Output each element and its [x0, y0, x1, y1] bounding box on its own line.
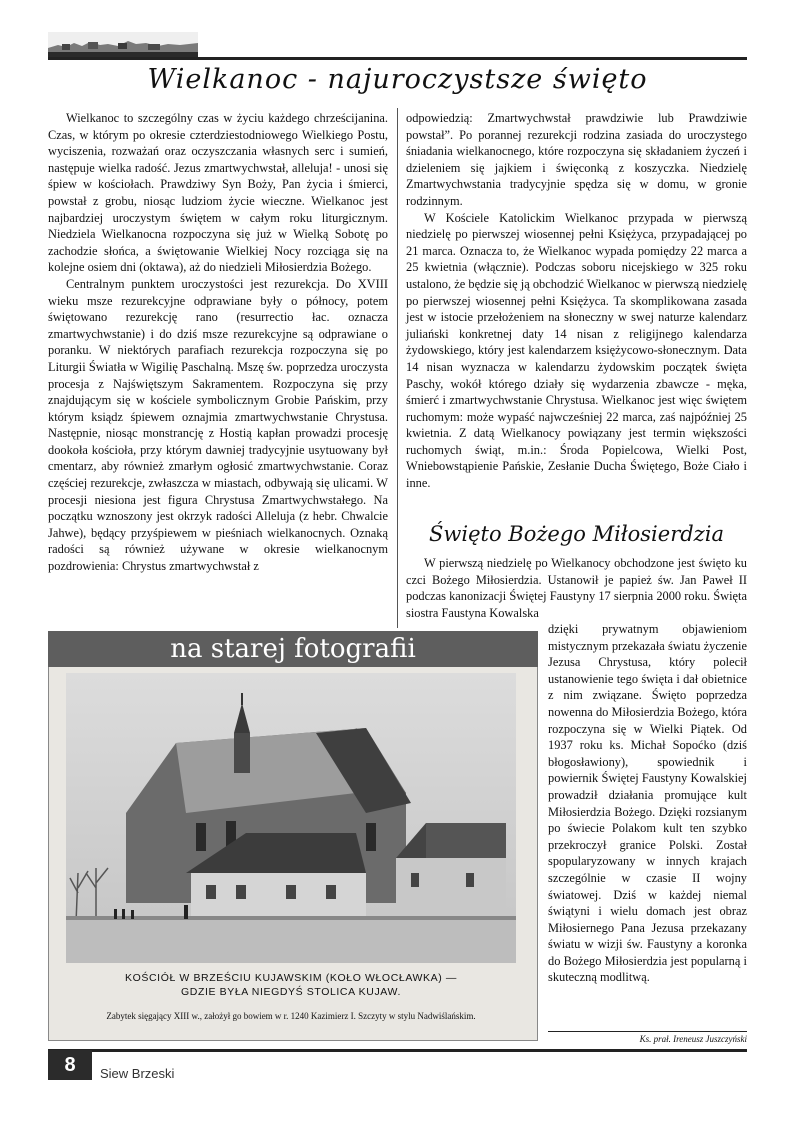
village-silhouette-icon: [48, 32, 198, 58]
section-subheading: Święto Bożego Miłosierdzia: [429, 522, 724, 546]
publication-name: Siew Brzeski: [100, 1066, 175, 1081]
paragraph: odpowiedzią: Zmartwychwstał prawdziwie lub Prawdziwie powstał”. Po porannej rezurekcji rodzina zasiada do uroczystego śniadania wielkanocnego, które rozpoczyna się składaniem życzeń i dzieleniem się jajkiem i święconką z koszyczka. Niedzielę Zmartwychwstania tradycyjnie spędza się w domu, w gronie rodzinnym.: [406, 111, 747, 208]
paragraph: W Kościele Katolickim Wielkanoc przypada w pierwszą niedzielę po pierwszej wiosennej pełni Księżyca, przypadającej po 21 marca. Oznacza to, że Wielkanoc wypada pomiędzy 22 marca a 25 kwietnia (włącznie). Podczas soboru nicejskiego w 325 roku ustalono, że będzie się ją obchodzić Wielkanoc w pierwszą niedzielę po pierwszej wiosennej pełni Księżyca. Ta skomplikowana zasada jest w istocie przełożeniem na słoneczny w swej naturze kalendarz juliański konkretnej daty 14 nisan z religijnego kalendarza żydowskiego, który jest kalendarzem księżycowo-słonecznym. Data 14 nisan wyznacza w kalendarzu żydowskim początek święta Paschy, wokół którego działy się wydarzenia zbawcze - męka, śmierć i zmartwychwstanie Chrystusa. Wielkanoc jest więc świętem ruchomym: może wypaść najwcześniej 22 marca, zaś najpóźniej 25 kwietnia. Z datą Wielkanocy powiązany jest termin większości ruchomych świąt, m.in.: Środa Popielcowa, Wielki Post, Wniebowstąpienie Pańskie, Zesłanie Ducha Świętego, Boże Ciało i inne.: [406, 210, 747, 491]
paragraph: W pierwszą niedzielę po Wielkanocy obchodzone jest święto ku czci Bożego Miłosierdzia. Ustanowił je papież św. Jan Paweł II podczas kanonizacji Świętej Faustyny 17 sierpnia 2000 roku. Święta siostra Faustyna Kowalska: [406, 556, 747, 620]
paragraph: Wielkanoc to szczególny czas w życiu każdego chrześcijanina. Czas, w którym po okresie czterdziestodniowego Wielkiego Postu, wyciszenia, rozważań oraz oczyszczania własnych serc i sumień, następuje wielka radość. Jezus zmartwychwstał, alleluja! - unosi się śpiew w kościołach. Prawdziwy Syn Boży, Pan życia i śmierci, powstał z grobu, niosąc ludziom życie wieczne. Wielkanoc jest najbardziej uroczystym świętem w całym roku liturgicznym. Niedziela Wielkanocna rozpoczyna się już w Wielką Sobotę po zachodzie słońca, a świętowanie Wielkiej Nocy rozciąga się na kolejne osiem dni (oktawa), aż do niedzieli Miłosierdzia Bożego.: [48, 111, 388, 275]
header-village-photo: [48, 32, 198, 58]
left-column: [48, 110, 388, 575]
article-title: Wielkanoc - najuroczystsze święto: [147, 64, 648, 95]
paragraph: dzięki prywatnym objawieniom mistycznym przekazała światu życzenie Jezusa Chrystusa, który polecił ustanowienie tego święta i dał obietnice z nim związane. Święto poprzedza nowenna do Miłosierdzia Bożego, która rozpoczyna się w Wielki Piątek. Od 1937 roku ks. Michał Sopoćko (dziś błogosławiony), spowiednik i powiernik Świętej Faustyny Kowalskiej prowadził działania promujące kult Miłosierdzia Bożego. Dzięki rozsianym po świecie Polakom kult ten szybko przekroczył granice Polski. Został spopularyzowany w innych krajach szczególnie w czasie II wojny światowej. Dziś w każdej niemal świątyni i wielu domach jest obraz Miłosiernego Pana Jezusa przekazany światu w wizji św. Faustyny a koronka do Bożego Miłosierdzia jest popularną i skuteczną modlitwą.: [548, 622, 747, 985]
photo-caption-line3: Zabytek sięgający XIII w., założył go bowiem w r. 1240 Kazimierz I. Szczyty w stylu Nadwiślańskim.: [106, 1011, 476, 1021]
right-column: [406, 110, 747, 492]
church-image-icon: [66, 673, 516, 963]
author-signature: Ks. prał. Ireneusz Juszczyński: [639, 1034, 747, 1044]
paragraph: Centralnym punktem uroczystości jest rezurekcja. Do XVIII wieku msze rezurekcyjne odprawiane były o północy, potem świętowano rezurekcję rano (resurrectio łac. oznacza zmartwychwstanie) i do dziś msze rezurekcyjne są odprawiane o poranku. W niektórych parafiach rezurekcja rozpoczyna się po Liturgii Światła w Wigilię Paschalną. Mszę św. poprzedza uroczysta procesja z Najświętszym Sakramentem. Rozpoczyna się przy znajdującym się w kościele symbolicznym Grobie Pańskim, przy którym ksiądz śpiewem oznajmia zmartwychwstanie Chrystusa. Następnie, niosąc monstrancję z Hostią kapłan prowadzi procesję dookoła kościoła, przy którym dawniej tradycyjnie usytuowany był cmentarz, aby również zmarłym ogłosić zmartwychwstanie. Coraz częściej rezurekcje, zwłaszcza w miastach, odbywają się ulicami. W procesji niesiona jest figura Chrystusa Zmartwychwstałego. Na początku wznoszony jest okrzyk radości Alleluja (z hebr. Chwalcie Jahwe), będący przyśpiewem w pieśniach wielkanocnych. Oznaką radości są również używane w okresie wielkanocnym pozdrowienia: Chrystus zmartwychwstał z: [48, 276, 388, 574]
signature-rule: [548, 1031, 747, 1032]
footer-rule: [48, 1049, 747, 1052]
photo-banner: na starej fotografii: [48, 631, 538, 667]
header-rule: [48, 57, 747, 60]
photo-caption-line1: KOŚCIÓŁ W BRZEŚCIU KUJAWSKIM (KOŁO WŁOCŁAWKA) —: [125, 972, 457, 984]
subsection-paragraph-narrow: [548, 621, 747, 986]
subsection-paragraph-wide: [406, 555, 747, 621]
photo-caption-line2: GDZIE BYŁA NIEGDYŚ STOLICA KUJAW.: [181, 986, 401, 998]
column-divider: [397, 108, 398, 628]
church-photo: [66, 673, 516, 963]
page-number: 8: [48, 1050, 92, 1080]
